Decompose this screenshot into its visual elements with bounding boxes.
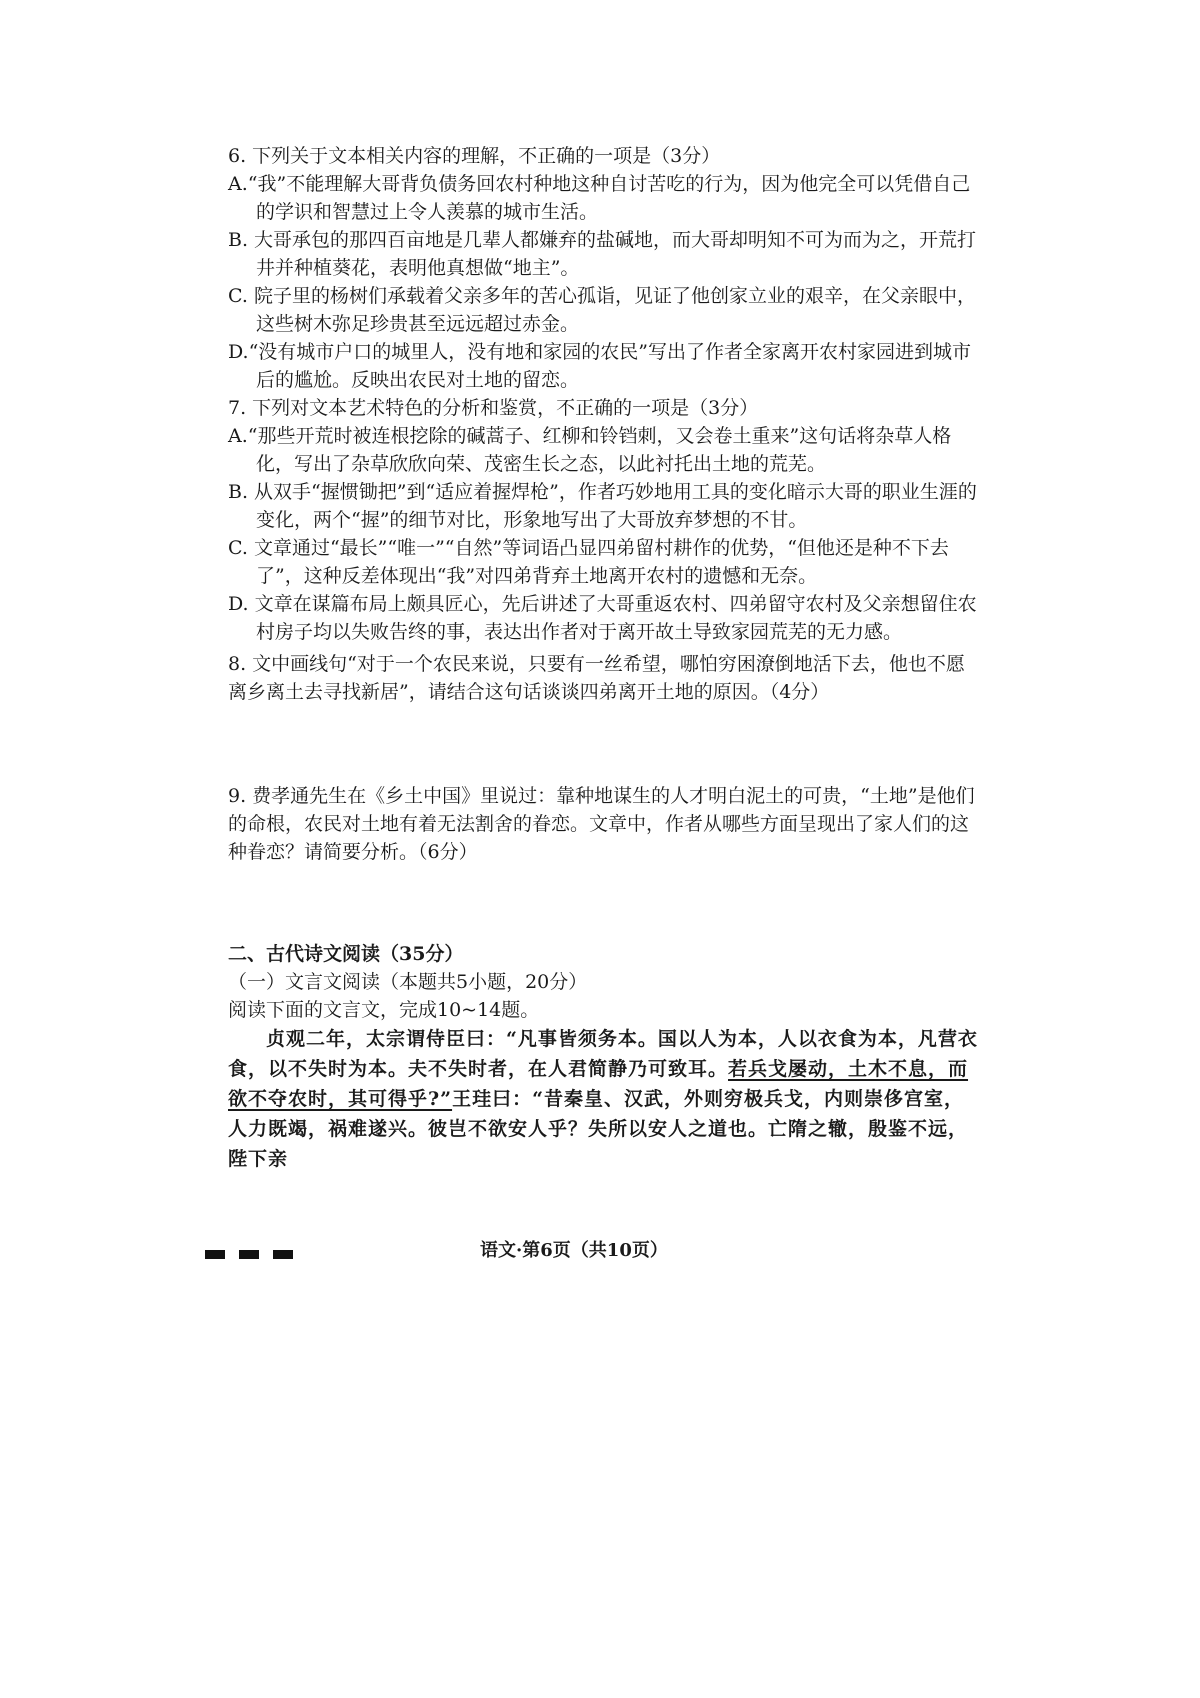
question-6 [228,142,978,394]
question-8-text: 8. 文中画线句“对于一个农民来说，只要有一丝希望，哪怕穷困潦倒地活下去，他也不愿离乡离土去寻找新居”，请结合这句话谈谈四弟离开土地的原因。（4分） [228,653,965,703]
subsection-title: （一）文言文阅读（本题共5小题，20分） [228,971,588,993]
alignment-mark [273,1250,293,1259]
question-7-option-d: D. 文章在谋篇布局上颇具匠心，先后讲述了大哥重返农村、四弟留守农村及父亲想留住农村房子均以失败告终的事，表达出作者对于离开故土导致家园荒芜的无力感。 [228,593,977,643]
question-6-option-d: D.“没有城市户口的城里人，没有地和家园的农民”写出了作者全家离开农村家园进到城市后的尴尬。反映出农民对土地的留恋。 [228,341,972,391]
question-9-text: 9. 费孝通先生在《乡土中国》里说过：靠种地谋生的人才明白泥土的可贵，“土地”是他们的命根，农民对土地有着无法割舍的眷恋。文章中，作者从哪些方面呈现出了家人们的这种眷恋？请简要分析。（6分） [228,785,975,863]
reading-instruction: 阅读下面的文言文，完成10~14题。 [228,999,540,1021]
section-title: 二、古代诗文阅读（35分） [228,943,464,965]
question-8 [228,650,978,706]
alignment-mark [239,1250,259,1259]
question-7-stem: 7. 下列对文本艺术特色的分析和鉴赏，不正确的一项是（3分） [228,397,759,419]
question-6-stem: 6. 下列关于文本相关内容的理解，不正确的一项是（3分） [228,145,721,167]
question-7-option-c: C. 文章通过“最长”“唯一”“自然”等词语凸显四弟留村耕作的优势，“但他还是种不下去了”，这种反差体现出“我”对四弟背弃土地离开农村的遗憾和无奈。 [228,537,949,587]
question-9 [228,782,978,866]
question-7-option-b: B. 从双手“握惯锄把”到“适应着握焊枪”，作者巧妙地用工具的变化暗示大哥的职业生涯的变化，两个“握”的细节对比，形象地写出了大哥放弃梦想的不甘。 [228,481,977,531]
question-6-option-c: C. 院子里的杨树们承载着父亲多年的苦心孤诣，见证了他创家立业的艰辛，在父亲眼中，这些树木弥足珍贵甚至远远超过赤金。 [228,285,976,335]
alignment-marks [205,1244,307,1263]
page-number: 语文·第6页（共10页） [480,1240,668,1261]
alignment-mark [205,1250,225,1259]
question-6-option-b: B. 大哥承包的那四百亩地是几辈人都嫌弃的盐碱地，而大哥却明知不可为而为之，开荒打井并种植葵花，表明他真想做“地主”。 [228,229,977,279]
passage-text-1: 贞观二年，太宗谓侍臣曰：“凡事皆须务本。国以人为本，人以衣食为本，凡营衣食，以不失时为本。夫不失时者，在人君简静乃可致耳。 [228,1028,978,1080]
page-footer [0,1236,1200,1266]
underlined-sentence: 若兵戈屡动，土木不息，而欲不夺农时，其可得乎?” [228,1058,969,1110]
question-7-option-a: A.“那些开荒时被连根挖除的碱蒿子、红柳和铃铛刺，又会卷土重来”这句话将杂草人格化，写出了杂草欣欣向荣、茂密生长之态，以此衬托出土地的荒芜。 [228,425,952,475]
passage-text-2: 王珪曰：“昔秦皇、汉武，外则穷极兵戈，内则崇侈宫室，人力既竭，祸难遂兴。彼岂不欲安人乎？失所以安人之道也。亡隋之辙，殷鉴不远，陛下亲 [228,1088,969,1170]
question-6-option-a: A.“我”不能理解大哥背负债务回农村种地这种自讨苦吃的行为，因为他完全可以凭借自己的学识和智慧过上令人羡慕的城市生活。 [228,173,971,223]
question-7 [228,394,978,646]
classical-passage [228,1024,983,1174]
